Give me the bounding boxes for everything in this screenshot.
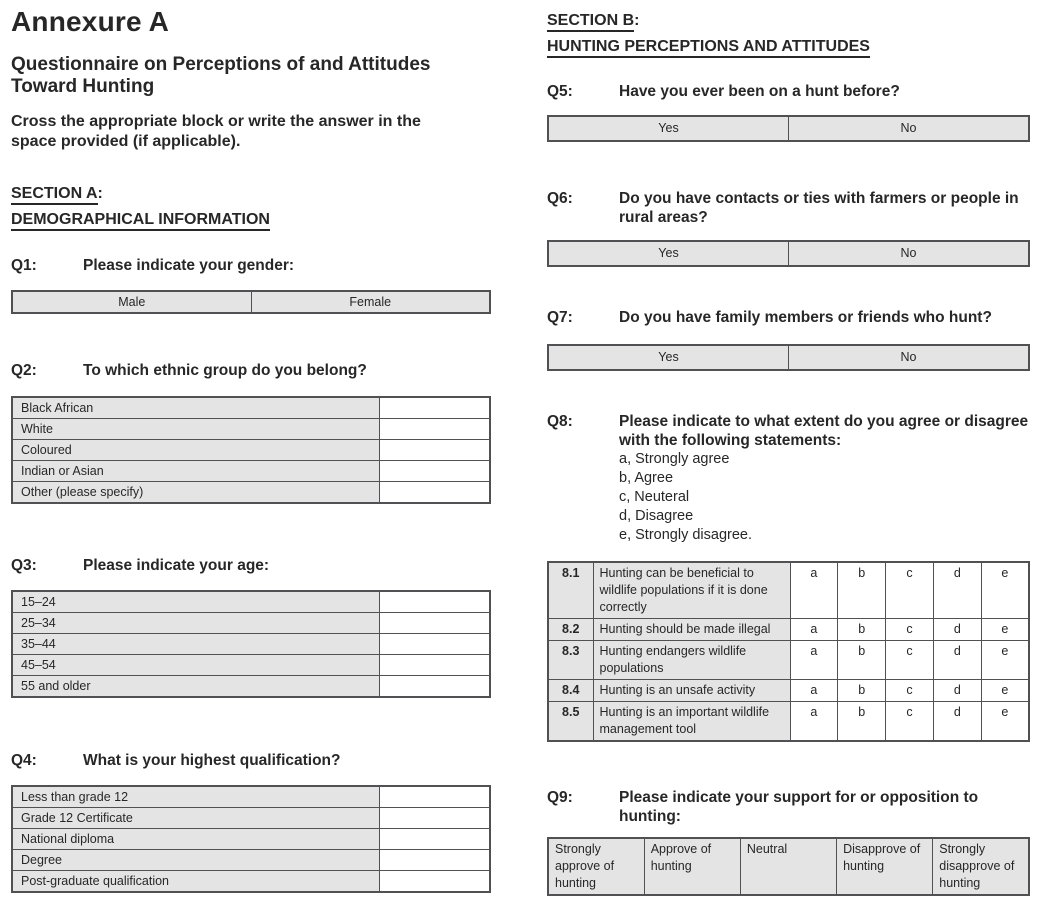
rating-cell-c[interactable]: c	[886, 702, 934, 742]
subtitle-line: Questionnaire on Perceptions of and Attitudes	[11, 54, 431, 75]
option-label-cell: 35–44	[12, 634, 379, 655]
question-text	[619, 308, 1030, 327]
rating-cell-b[interactable]: b	[838, 680, 886, 702]
statement-cell	[593, 680, 790, 702]
question-text-line: rural areas?	[619, 209, 708, 226]
q4-qualification-table	[11, 785, 491, 893]
table-row	[12, 634, 490, 655]
option-line: Strongly	[555, 842, 601, 856]
table-row	[12, 850, 490, 871]
rating-scale-legend	[619, 450, 1030, 545]
rating-cell-a[interactable]: a	[790, 619, 838, 641]
option-line: Disapprove of	[843, 842, 921, 856]
statement-number-cell: 8.2	[548, 619, 593, 641]
table-row	[548, 345, 1029, 370]
statement-line: Hunting can be beneficial to	[599, 566, 754, 580]
question-number: Q9:	[547, 789, 573, 806]
table-row	[548, 241, 1029, 266]
page-subtitle	[11, 54, 491, 98]
section-a-label-line	[11, 181, 491, 207]
rating-cell-b[interactable]: b	[838, 702, 886, 742]
question-text	[619, 788, 1030, 826]
q2-ethnic-group-table	[11, 396, 491, 504]
option-label-cell: Post-graduate qualification	[12, 871, 379, 893]
instructions-line: Cross the appropriate block or write the answer in the	[11, 113, 421, 130]
statement-line: Hunting is an unsafe activity	[599, 683, 756, 697]
question-q9	[547, 788, 1030, 826]
option-cell-female[interactable]: Female	[251, 291, 490, 313]
table-row	[12, 655, 490, 676]
table-row	[12, 676, 490, 698]
support-option-cell-neutral[interactable]	[740, 838, 836, 895]
statement-line: populations	[599, 661, 664, 675]
rating-cell-e[interactable]: e	[981, 641, 1029, 680]
table-row	[12, 440, 490, 461]
question-text	[83, 361, 491, 380]
support-option-cell-disapprove[interactable]	[837, 838, 933, 895]
section-a-heading	[11, 181, 491, 233]
statement-line: Hunting is an important wildlife	[599, 705, 770, 719]
question-number: Q3:	[11, 557, 37, 574]
option-cell-male[interactable]: Male	[12, 291, 251, 313]
table-row	[12, 397, 490, 419]
answer-cell[interactable]	[379, 871, 490, 893]
q3-age-table	[11, 590, 491, 698]
support-option-cell-approve[interactable]	[644, 838, 740, 895]
option-label-cell: Black African	[12, 397, 379, 419]
option-line: Strongly	[939, 842, 986, 856]
option-cell-no[interactable]: No	[789, 345, 1030, 370]
question-text-line: Have you ever been on a hunt before?	[619, 83, 900, 100]
statement-cell	[593, 641, 790, 680]
question-number: Q8:	[547, 413, 573, 430]
question-q2	[11, 361, 491, 380]
scale-item: b, Agree	[619, 470, 674, 486]
rating-cell-e[interactable]: e	[981, 680, 1029, 702]
question-number: Q7:	[547, 309, 573, 326]
rating-cell-b[interactable]: b	[838, 619, 886, 641]
rating-cell-e[interactable]: e	[981, 619, 1029, 641]
scale-item: c, Neuteral	[619, 489, 690, 505]
q9-support-table	[547, 837, 1030, 896]
option-label-cell: Coloured	[12, 440, 379, 461]
statement-line: correctly	[599, 600, 647, 614]
rating-cell-b[interactable]: b	[838, 641, 886, 680]
q1-gender-table	[11, 290, 491, 314]
q6-yes-no-table	[547, 240, 1030, 267]
question-number: Q5:	[547, 83, 573, 100]
column-left	[11, 0, 491, 916]
rating-cell-a[interactable]: a	[790, 562, 838, 619]
section-b-heading	[547, 8, 1030, 60]
table-row	[12, 786, 490, 808]
support-option-cell-strongly-disapprove[interactable]	[933, 838, 1029, 895]
option-cell-yes[interactable]: Yes	[548, 241, 789, 266]
statement-cell	[593, 619, 790, 641]
statement-number-cell: 8.5	[548, 702, 593, 742]
answer-cell[interactable]	[379, 461, 490, 482]
option-line: hunting	[650, 859, 692, 873]
option-line: Neutral	[746, 842, 788, 856]
rating-cell-e[interactable]: e	[981, 562, 1029, 619]
question-text	[619, 412, 1030, 545]
option-cell-yes[interactable]: Yes	[548, 116, 789, 141]
option-label-cell: 55 and older	[12, 676, 379, 698]
section-b-colon: :	[634, 12, 640, 29]
statement-number-cell: 8.3	[548, 641, 593, 680]
table-row	[12, 808, 490, 829]
question-text-line: with the following statements:	[619, 432, 842, 449]
page-instructions	[11, 112, 491, 152]
option-line: disapprove of	[939, 859, 1015, 873]
table-row	[12, 871, 490, 893]
answer-cell[interactable]	[379, 634, 490, 655]
question-number: Q6:	[547, 190, 573, 207]
question-text-line: hunting:	[619, 808, 681, 825]
answer-cell[interactable]	[379, 440, 490, 461]
rating-cell-c[interactable]: c	[886, 680, 934, 702]
question-q5	[547, 82, 1030, 101]
question-text	[83, 256, 491, 275]
option-label-cell: Other (please specify)	[12, 482, 379, 504]
scale-item: d, Disagree	[619, 508, 694, 524]
table-row	[12, 613, 490, 634]
option-line: approve of	[555, 859, 615, 873]
answer-cell[interactable]	[379, 482, 490, 504]
table-row	[12, 419, 490, 440]
question-text-line: Do you have family members or friends who hunt?	[619, 309, 992, 326]
table-row	[548, 838, 1029, 895]
option-label-cell: 25–34	[12, 613, 379, 634]
option-label-cell: Less than grade 12	[12, 786, 379, 808]
table-row	[548, 680, 1029, 702]
page-title: Annexure A	[11, 6, 170, 37]
rating-cell-a[interactable]: a	[790, 702, 838, 742]
question-text-line: Please indicate your gender:	[83, 257, 295, 274]
table-row	[548, 619, 1029, 641]
question-text	[619, 189, 1030, 227]
answer-cell[interactable]	[379, 676, 490, 698]
q8-statements-table	[547, 561, 1030, 742]
statement-line: management tool	[599, 722, 697, 736]
answer-cell[interactable]	[379, 786, 490, 808]
question-number: Q1:	[11, 257, 37, 274]
option-cell-yes[interactable]: Yes	[548, 345, 789, 370]
option-label-cell: 45–54	[12, 655, 379, 676]
section-b-title-line	[547, 34, 1030, 60]
q5-yes-no-table	[547, 115, 1030, 142]
table-row	[548, 641, 1029, 680]
option-cell-no[interactable]: No	[789, 241, 1030, 266]
table-row	[548, 116, 1029, 141]
statement-number-cell: 8.1	[548, 562, 593, 619]
question-q7	[547, 308, 1030, 327]
q7-yes-no-table	[547, 344, 1030, 371]
option-label-cell: Degree	[12, 850, 379, 871]
question-text-line: To which ethnic group do you belong?	[83, 362, 367, 379]
rating-cell-c[interactable]: c	[886, 562, 934, 619]
statement-line: Hunting endangers wildlife	[599, 644, 747, 658]
answer-cell[interactable]	[379, 808, 490, 829]
instructions-line: space provided (if applicable).	[11, 133, 241, 150]
answer-cell[interactable]	[379, 850, 490, 871]
scale-item: a, Strongly agree	[619, 451, 730, 467]
statement-cell	[593, 702, 790, 742]
rating-cell-d[interactable]: d	[933, 641, 981, 680]
question-number: Q2:	[11, 362, 37, 379]
statement-line: wildlife populations if it is done	[599, 583, 768, 597]
question-text-line: Please indicate your support for or opposition to	[619, 789, 979, 806]
rating-cell-d[interactable]: d	[933, 702, 981, 742]
statement-cell	[593, 562, 790, 619]
question-text	[83, 556, 491, 575]
question-q3	[11, 556, 491, 575]
option-cell-no[interactable]: No	[789, 116, 1030, 141]
scale-item: e, Strongly disagree.	[619, 527, 752, 543]
table-row	[12, 591, 490, 613]
section-a-label: SECTION A	[11, 185, 98, 205]
question-q4	[11, 751, 491, 770]
rating-cell-a[interactable]: a	[790, 680, 838, 702]
question-q1	[11, 256, 491, 275]
question-number: Q4:	[11, 752, 37, 769]
table-row	[12, 482, 490, 504]
question-text	[83, 751, 491, 770]
section-b-label: SECTION B	[547, 12, 634, 32]
question-text-line: Please indicate to what extent do you agree or disagree	[619, 413, 1029, 430]
table-row	[12, 829, 490, 850]
rating-cell-d[interactable]: d	[933, 562, 981, 619]
section-b-label-line	[547, 8, 1030, 34]
answer-cell[interactable]	[379, 829, 490, 850]
question-q6	[547, 189, 1030, 227]
answer-cell[interactable]	[379, 419, 490, 440]
support-option-cell-strongly-approve[interactable]	[548, 838, 644, 895]
answer-cell[interactable]	[379, 397, 490, 419]
rating-cell-c[interactable]: c	[886, 619, 934, 641]
table-row	[12, 461, 490, 482]
section-a-title-line	[11, 207, 491, 233]
question-q8	[547, 412, 1030, 545]
section-b-title: HUNTING PERCEPTIONS AND ATTITUDES	[547, 38, 870, 58]
option-line: Approve of	[650, 842, 712, 856]
rating-cell-e[interactable]: e	[981, 702, 1029, 742]
answer-cell[interactable]	[379, 591, 490, 613]
rating-cell-d[interactable]: d	[933, 680, 981, 702]
answer-cell[interactable]	[379, 655, 490, 676]
table-row	[548, 702, 1029, 742]
question-text-line: What is your highest qualification?	[83, 752, 341, 769]
option-label-cell: Indian or Asian	[12, 461, 379, 482]
answer-cell[interactable]	[379, 613, 490, 634]
statement-number-cell: 8.4	[548, 680, 593, 702]
option-label-cell: White	[12, 419, 379, 440]
option-label-cell: National diploma	[12, 829, 379, 850]
question-text-line: Please indicate your age:	[83, 557, 270, 574]
option-line: hunting	[555, 876, 597, 890]
option-line: hunting	[939, 876, 981, 890]
section-a-colon: :	[97, 185, 103, 202]
rating-cell-d[interactable]: d	[933, 619, 981, 641]
rating-cell-c[interactable]: c	[886, 641, 934, 680]
rating-cell-b[interactable]: b	[838, 562, 886, 619]
column-right	[547, 0, 1030, 916]
table-row	[12, 291, 490, 313]
rating-cell-a[interactable]: a	[790, 641, 838, 680]
subtitle-line: Toward Hunting	[11, 76, 155, 97]
question-text-line: Do you have contacts or ties with farmers or people in	[619, 190, 1019, 207]
table-row	[548, 562, 1029, 619]
question-text	[619, 82, 1030, 101]
section-a-title: DEMOGRAPHICAL INFORMATION	[11, 211, 270, 231]
option-line: hunting	[843, 859, 885, 873]
option-label-cell: Grade 12 Certificate	[12, 808, 379, 829]
statement-line: Hunting should be made illegal	[599, 622, 771, 636]
option-label-cell: 15–24	[12, 591, 379, 613]
